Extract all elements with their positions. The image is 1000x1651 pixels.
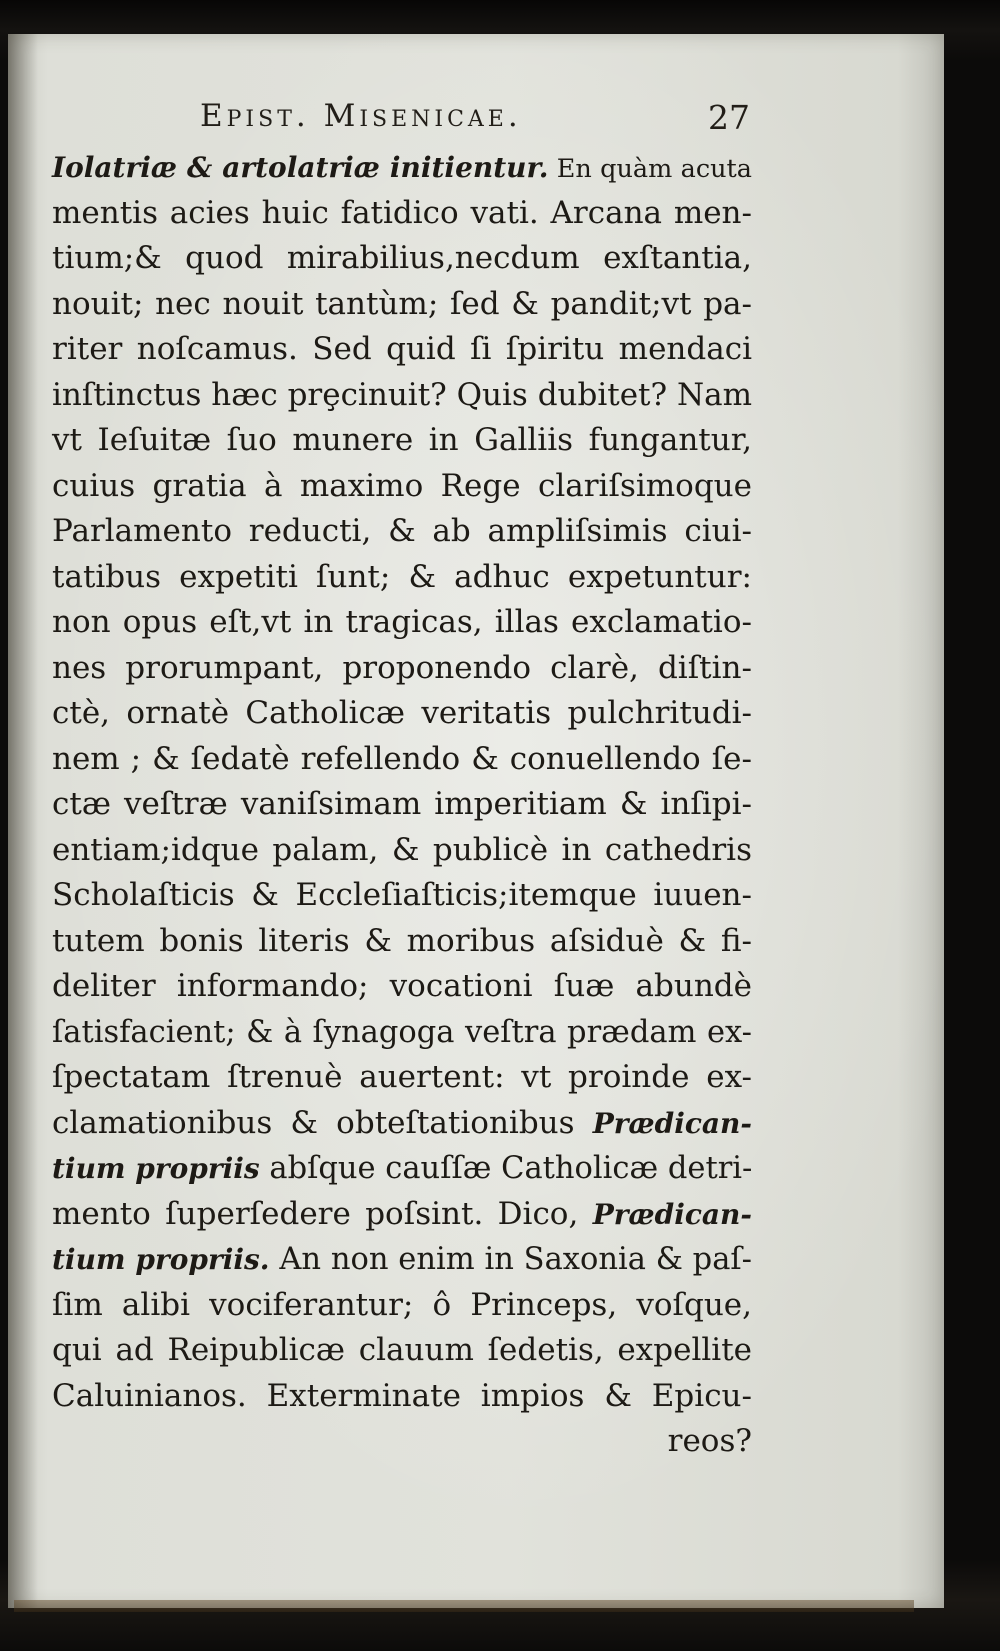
text-line bbox=[52, 282, 752, 328]
text-segment: nouit; nec nouit tantùm; ſed & pandit;vt pa- bbox=[52, 285, 752, 322]
running-head-title: Epist. Misenicae. bbox=[200, 98, 522, 134]
text-segment: clamationibus & obteſtationibus bbox=[52, 1104, 593, 1141]
text-line bbox=[52, 646, 752, 692]
text-segment: non opus eſt,vt in tragicas, illas exclamatio- bbox=[52, 604, 752, 640]
text-segment: ctæ veſtræ vaniſsimam imperitiam & inſipi- bbox=[52, 786, 752, 822]
text-line bbox=[52, 737, 752, 783]
text-segment: Parlamento reducti, & ab ampliſsimis ciui- bbox=[52, 513, 752, 549]
text-segment: nes prorumpant, proponendo clarè, diſtin- bbox=[52, 649, 752, 686]
text-line bbox=[52, 373, 752, 419]
text-line bbox=[52, 828, 752, 874]
text-line bbox=[52, 782, 752, 828]
text-segment: inſtinctus hæc prȩcinuit? Quis dubitet? Nam bbox=[52, 376, 752, 413]
text-line bbox=[52, 1419, 752, 1465]
text-line bbox=[52, 236, 752, 282]
text-line bbox=[52, 964, 752, 1010]
text-line bbox=[52, 1101, 752, 1147]
text-segment: ſim alibi vociferantur; ô Princeps, voſque, bbox=[52, 1286, 752, 1323]
text-segment: mento ſuperſedere poſsint. Dico, bbox=[52, 1195, 593, 1232]
text-segment: cuius gratia à maximo Rege clariſsimoque bbox=[52, 467, 752, 504]
italic-phrase: tium propriis bbox=[52, 1152, 260, 1185]
text-segment: An non enim in Saxonia & paſ- bbox=[269, 1242, 752, 1277]
text-segment: vt Ieſuitæ ſuo munere in Galliis fungantur, bbox=[52, 422, 752, 458]
text-segment: tutem bonis literis & moribus aſsiduè & fi- bbox=[52, 922, 752, 959]
text-line bbox=[52, 1010, 752, 1056]
text-segment: reos? bbox=[667, 1423, 752, 1459]
text-line bbox=[52, 191, 752, 237]
text-segment: nem ; & ſedatè refellendo & conuellendo ſe- bbox=[52, 740, 752, 777]
text-line bbox=[52, 1146, 752, 1192]
text-line bbox=[52, 327, 752, 373]
text-line bbox=[52, 1283, 752, 1329]
text-line bbox=[52, 691, 752, 737]
text-line bbox=[52, 600, 752, 646]
text-segment: ſpectatam ſtrenuè auertent: vt proinde ex- bbox=[52, 1059, 752, 1095]
text-segment: deliter informando; vocationi ſuæ abundè bbox=[52, 968, 752, 1004]
text-segment: tium;& quod mirabilius,necdum exſtantia, bbox=[52, 240, 752, 276]
text-line bbox=[52, 464, 752, 510]
text-segment: Scholaſticis & Eccleſiaſticis;itemque iuuen- bbox=[52, 877, 752, 913]
italic-phrase: Prædican- bbox=[592, 1197, 752, 1231]
text-line bbox=[52, 873, 752, 919]
text-segment: mentis acies huic fatidico vati. Arcana men- bbox=[52, 194, 752, 231]
running-head bbox=[200, 98, 760, 138]
page-bottom-edge bbox=[14, 1600, 914, 1612]
text-segment: tatibus expetiti ſunt; & adhuc expetuntur: bbox=[52, 558, 752, 595]
italic-phrase: Prædican- bbox=[592, 1106, 752, 1140]
text-segment: Caluinianos. Exterminate impios & Epicu- bbox=[52, 1377, 752, 1414]
italic-phrase: Iolatriæ & artolatriæ initientur. bbox=[52, 151, 549, 184]
text-line bbox=[52, 1237, 752, 1283]
text-segment: ctè, ornatè Catholicæ veritatis pulchritudi- bbox=[52, 695, 752, 731]
text-line bbox=[52, 418, 752, 464]
text-segment: qui ad Reipublicæ clauum ſedetis, expellite bbox=[52, 1332, 752, 1368]
text-line bbox=[52, 1328, 752, 1374]
text-segment: En quàm acuta bbox=[548, 154, 752, 184]
page-spine-shadow bbox=[8, 34, 38, 1608]
text-line bbox=[52, 509, 752, 555]
text-line bbox=[52, 919, 752, 965]
text-segment: entiam;idque palam, & publicè in cathedris bbox=[52, 831, 752, 868]
text-segment: ſatisfacient; & à ſynagoga veſtra prædam ex- bbox=[52, 1014, 752, 1050]
italic-phrase: tium propriis. bbox=[52, 1243, 270, 1276]
text-line bbox=[52, 1055, 752, 1101]
text-line bbox=[52, 145, 752, 191]
text-segment: abſque cauſſæ Catholicæ detri- bbox=[259, 1151, 753, 1186]
text-line bbox=[52, 1192, 752, 1238]
text-line bbox=[52, 1374, 752, 1420]
page-number: 27 bbox=[708, 98, 750, 137]
text-line bbox=[52, 555, 752, 601]
text-segment: riter noſcamus. Sed quid ſi ſpiritu mendaci bbox=[52, 331, 752, 367]
body-text bbox=[52, 145, 752, 1465]
